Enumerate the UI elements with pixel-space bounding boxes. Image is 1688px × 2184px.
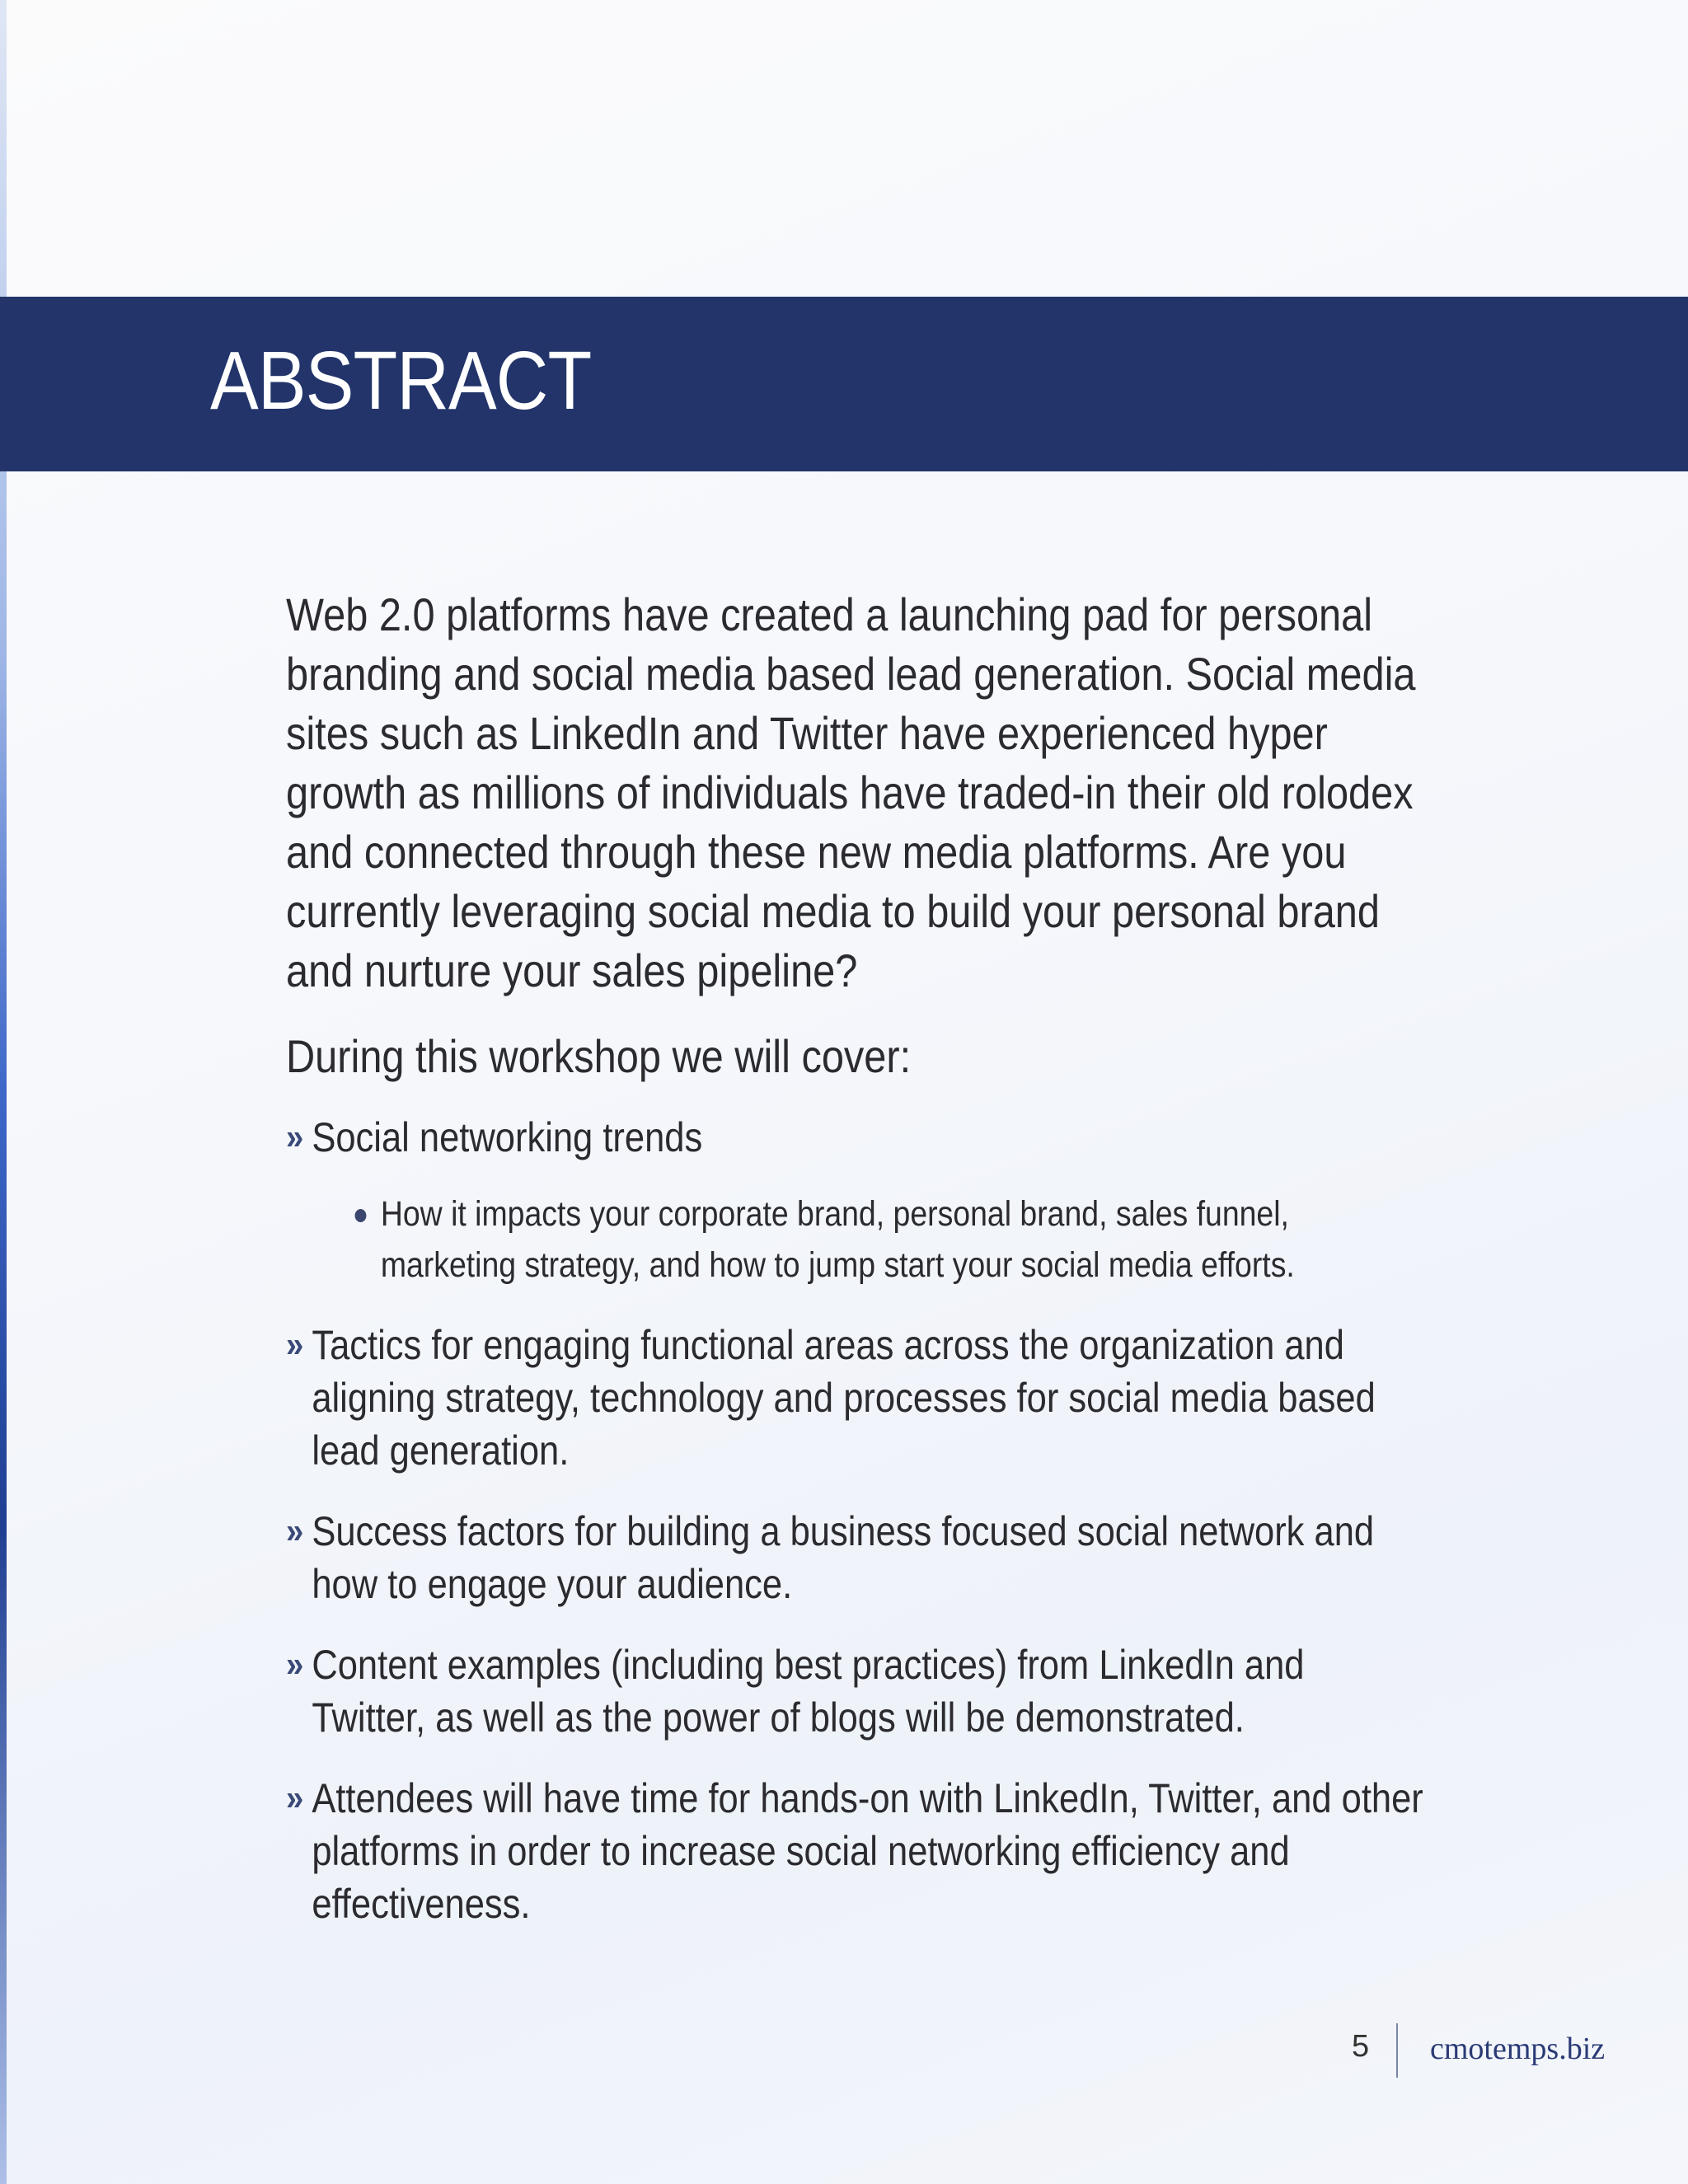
sub-list-item [355,1188,1423,1291]
list-item-text: Success factors for building a business focused social network and how to engage your audience. [312,1508,1375,1607]
footer-website: cmotemps.biz [1430,2032,1606,2066]
footer-divider [1396,2023,1398,2078]
double-chevron-icon: » [286,1324,304,1365]
bullet-dot-icon [355,1209,367,1222]
abstract-text-block [286,585,1423,1930]
double-chevron-icon: » [286,1511,304,1551]
sub-list-item-text: How it impacts your corporate brand, personal brand, sales funnel, marketing strategy, and how to jump start your social media efforts. [380,1194,1295,1285]
list-item-text: Attendees will have time for hands-on with LinkedIn, Twitter, and other platforms in order to increase social networking efficiency and effectiveness. [312,1775,1423,1927]
title-banner [0,297,1688,471]
list-item [286,1772,1423,1930]
list-item-text: Content examples (including best practices) from LinkedIn and Twitter, as well as the power of blogs will be demonstrated. [312,1642,1305,1741]
double-chevron-icon: » [286,1778,304,1818]
intro-paragraph: Web 2.0 platforms have created a launching pad for personal branding and social media based lead generation. Social media sites such as LinkedIn and Twitter have experienced hyper growth as millions of individuals have traded-in their old rolodex and connected through these new media platforms. Are you currently leveraging social media to build your personal brand and nurture your sales pipeline? [286,588,1416,996]
page-title: ABSTRACT [210,335,592,427]
double-chevron-icon: » [286,1644,304,1685]
workshop-lead-in: During this workshop we will cover: [286,1030,912,1082]
list-item [286,1319,1423,1477]
sub-list [355,1188,1423,1291]
page-number: 5 [1352,2029,1370,2064]
list-item-text: Social networking trends [312,1114,703,1160]
list-item [286,1111,1423,1291]
list-item-text: Tactics for engaging functional areas across the organization and aligning strategy, technology and processes for social media based lead generation. [312,1322,1376,1474]
list-item [286,1638,1423,1744]
double-chevron-icon: » [286,1117,304,1157]
topic-list [286,1111,1423,1930]
abstract-body [286,585,1423,1930]
list-item [286,1505,1423,1610]
